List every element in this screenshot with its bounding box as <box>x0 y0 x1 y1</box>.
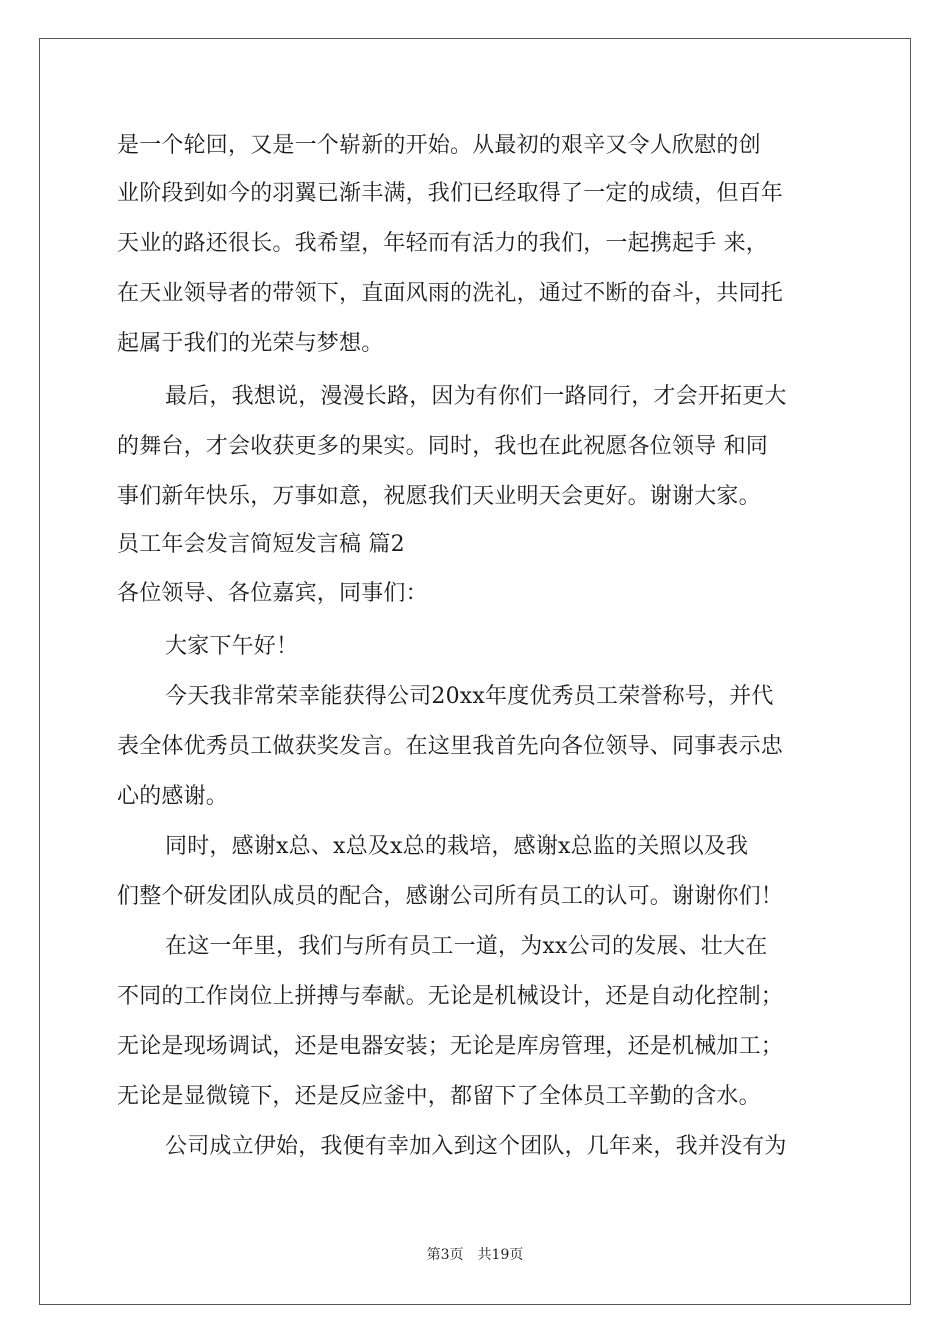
text-line: 无论是现场调试，还是电器安装；无论是库房管理，还是机械加工； <box>117 1034 784 1059</box>
page-number: 第3页 <box>426 1247 464 1263</box>
paragraph-start-line: 在这一年里，我们与所有员工一道，为xx公司的发展、壮大在 <box>165 934 768 959</box>
text-line: 的舞台，才会收获更多的果实。同时，我也在此祝愿各位领导 和同 <box>117 434 768 459</box>
text-line: 业阶段到如今的羽翼已渐丰满，我们已经取得了一定的成绩，但百年 <box>117 181 784 206</box>
section-heading: 员工年会发言简短发言稿 篇2 <box>117 532 405 557</box>
text-line: 是一个轮回，又是一个崭新的开始。从最初的艰辛又令人欣慰的创 <box>117 133 761 158</box>
greeting: 大家下午好！ <box>165 634 299 659</box>
page-footer <box>0 1244 950 1264</box>
text-line: 无论是显微镜下，还是反应釜中，都留下了全体员工辛勤的含水。 <box>117 1084 761 1109</box>
paragraph-start-line: 今天我非常荣幸能获得公司20xx年度优秀员工荣誉称号，并代 <box>165 684 774 709</box>
text-line: 事们新年快乐，万事如意，祝愿我们天业明天会更好。谢谢大家。 <box>117 484 761 509</box>
text-line: 们整个研发团队成员的配合，感谢公司所有员工的认可。谢谢你们！ <box>117 884 784 909</box>
page-total: 共19页 <box>477 1247 524 1263</box>
text-line: 不同的工作岗位上拼搏与奉献。无论是机械设计，还是自动化控制； <box>117 984 784 1009</box>
text-line: 表全体优秀员工做获奖发言。在这里我首先向各位领导、同事表示忠 <box>117 734 784 759</box>
text-line: 心的感谢。 <box>117 784 229 809</box>
paragraph-start-line: 同时，感谢x总、x总及x总的栽培，感谢x总监的关照以及我 <box>165 834 749 859</box>
salutation: 各位领导、各位嘉宾，同事们： <box>117 581 428 606</box>
text-line: 在天业领导者的带领下，直面风雨的洗礼，通过不断的奋斗，共同托 <box>117 281 784 306</box>
paragraph-start-line: 公司成立伊始，我便有幸加入到这个团队，几年来，我并没有为 <box>165 1134 787 1159</box>
text-line: 起属于我们的光荣与梦想。 <box>117 331 384 356</box>
paragraph-start-line: 最后，我想说，漫漫长路，因为有你们一路同行，才会开拓更大 <box>165 384 787 409</box>
text-line: 天业的路还很长。我希望，年轻而有活力的我们，一起携起手 来， <box>117 231 768 256</box>
